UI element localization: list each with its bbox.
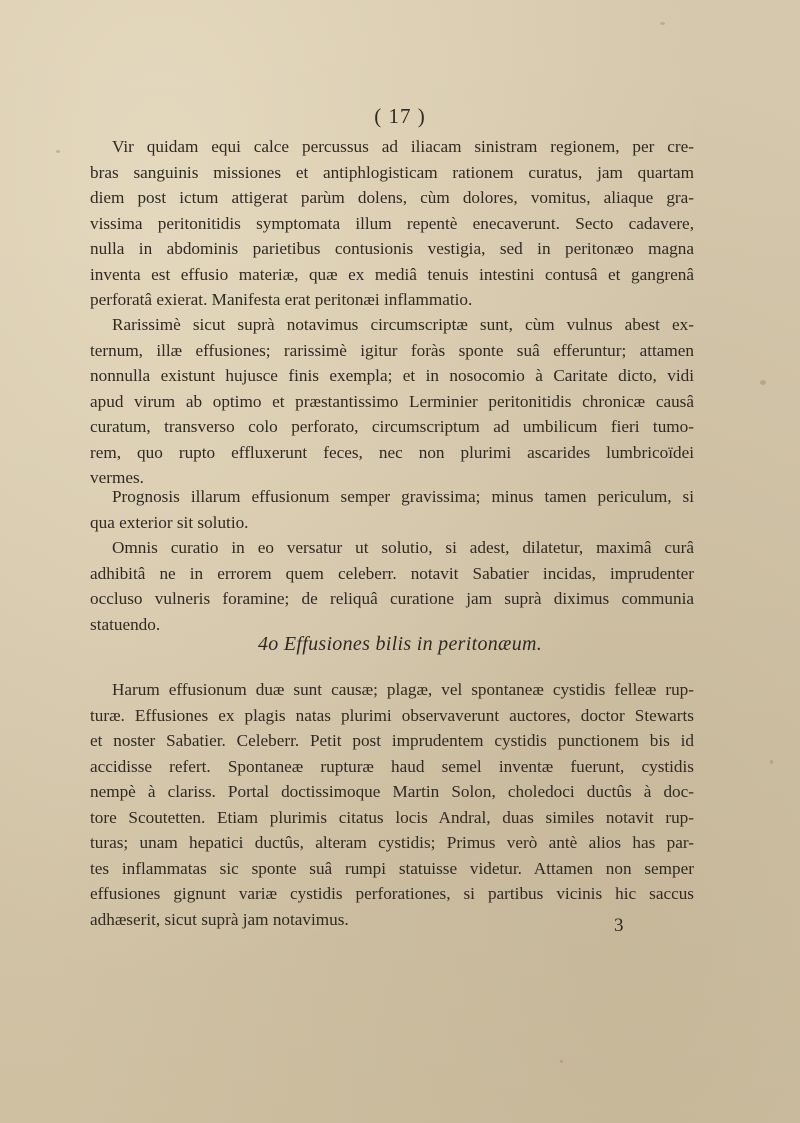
- text-line: adhibitâ ne in errorem quem celeberr. notavit Sabatier incidas, imprudenter: [90, 563, 694, 583]
- text-line: curatum, transverso colo perforato, circumscriptum ad umbilicum fieri tumo-: [90, 417, 694, 436]
- text-line: vissima peritonitidis symptomata illum repentè enecaverunt. Secto cadavere,: [90, 213, 694, 233]
- paragraph-3: [90, 484, 694, 535]
- text-line: Prognosis illarum effusionum semper gravissima; minus tamen periculum, si: [112, 487, 694, 506]
- text-line: qua exterior sit solutio.: [90, 512, 249, 532]
- text-line: nempè à clariss. Portal doctissimoque Martin Solon, choledoci ductûs à doc-: [90, 782, 694, 801]
- text-line: turas; unam hepatici ductûs, alteram cystidis; Primus verò antè alios has par-: [90, 833, 694, 852]
- text-line: ternum, illæ effusiones; rarissimè igitur foràs sponte suâ efferuntur; attamen: [90, 340, 694, 360]
- text-line: inventa est effusio materiæ, quæ ex mediâ tenuis intestini contusâ et gangrenâ: [90, 264, 694, 284]
- text-line: nulla in abdominis parietibus contusionis vestigia, sed in peritonæo magna: [90, 239, 694, 258]
- foxing-spot: [660, 22, 665, 25]
- paragraph-1: [90, 134, 694, 313]
- foxing-spot: [760, 380, 766, 385]
- text-line: statuendo.: [90, 614, 161, 634]
- text-line: tore Scoutetten. Etiam plurimis citatus locis Andral, duas similes notavit rup-: [90, 807, 694, 827]
- text-line: tes inflammatas sic sponte suâ rumpi statuisse videtur. Attamen non semper: [90, 858, 694, 878]
- text-line: adhæserit, sicut suprà jam notavimus.: [90, 909, 349, 929]
- text-line: rem, quo rupto effluxerunt feces, nec non plurimi ascarides lumbricoïdei: [90, 442, 694, 462]
- section-heading: 4o Effusiones bilis in peritonæum.: [257, 633, 543, 655]
- text-line: occluso vulneris foramine; de reliquâ curatione jam suprà diximus communia: [90, 589, 694, 608]
- text-line: vermes.: [90, 468, 144, 487]
- text-line: accidisse refert. Spontaneæ rupturæ haud semel inventæ fuerunt, cystidis: [90, 756, 694, 776]
- paragraph-5: [90, 677, 694, 932]
- text-line: bras sanguinis missiones et antiphlogisticam rationem curatus, jam quartam: [90, 162, 694, 182]
- paragraph-2: [90, 312, 694, 491]
- text-line: perforatâ exierat. Manifesta erat peritonæi inflammatio.: [90, 290, 473, 309]
- foxing-spot: [770, 760, 773, 764]
- text-line: Omnis curatio in eo versatur ut solutio, si adest, dilatetur, maximâ curâ: [112, 538, 694, 557]
- text-line: effusiones gignunt variæ cystidis perforationes, si partibus vicinis hic saccus: [90, 884, 694, 903]
- signature-mark: 3: [614, 915, 624, 936]
- text-line: nonnulla existunt hujusce finis exempla; et in nosocomio à Caritate dicto, vidi: [90, 366, 694, 385]
- page-number: ( 17 ): [374, 104, 426, 128]
- foxing-spot: [560, 1060, 563, 1063]
- text-line: et noster Sabatier. Celeberr. Petit post imprudentem cystidis punctionem bis id: [90, 731, 694, 750]
- text-line: apud virum ab optimo et præstantissimo Lerminier peritonitidis chronicæ causâ: [90, 391, 694, 411]
- paragraph-4: [90, 535, 694, 637]
- foxing-spot: [56, 150, 60, 153]
- text-line: turæ. Effusiones ex plagis natas plurimi observaverunt auctores, doctor Stewarts: [90, 705, 694, 725]
- text-line: Vir quidam equi calce percussus ad iliacam sinistram regionem, per cre-: [112, 137, 694, 156]
- text-line: Rarissimè sicut suprà notavimus circumscriptæ sunt, cùm vulnus abest ex-: [112, 315, 694, 334]
- text-line: Harum effusionum duæ sunt causæ; plagæ, vel spontaneæ cystidis felleæ rup-: [112, 680, 694, 699]
- text-line: diem post ictum attigerat parùm dolens, cùm dolores, vomitus, aliaque gra-: [90, 188, 694, 207]
